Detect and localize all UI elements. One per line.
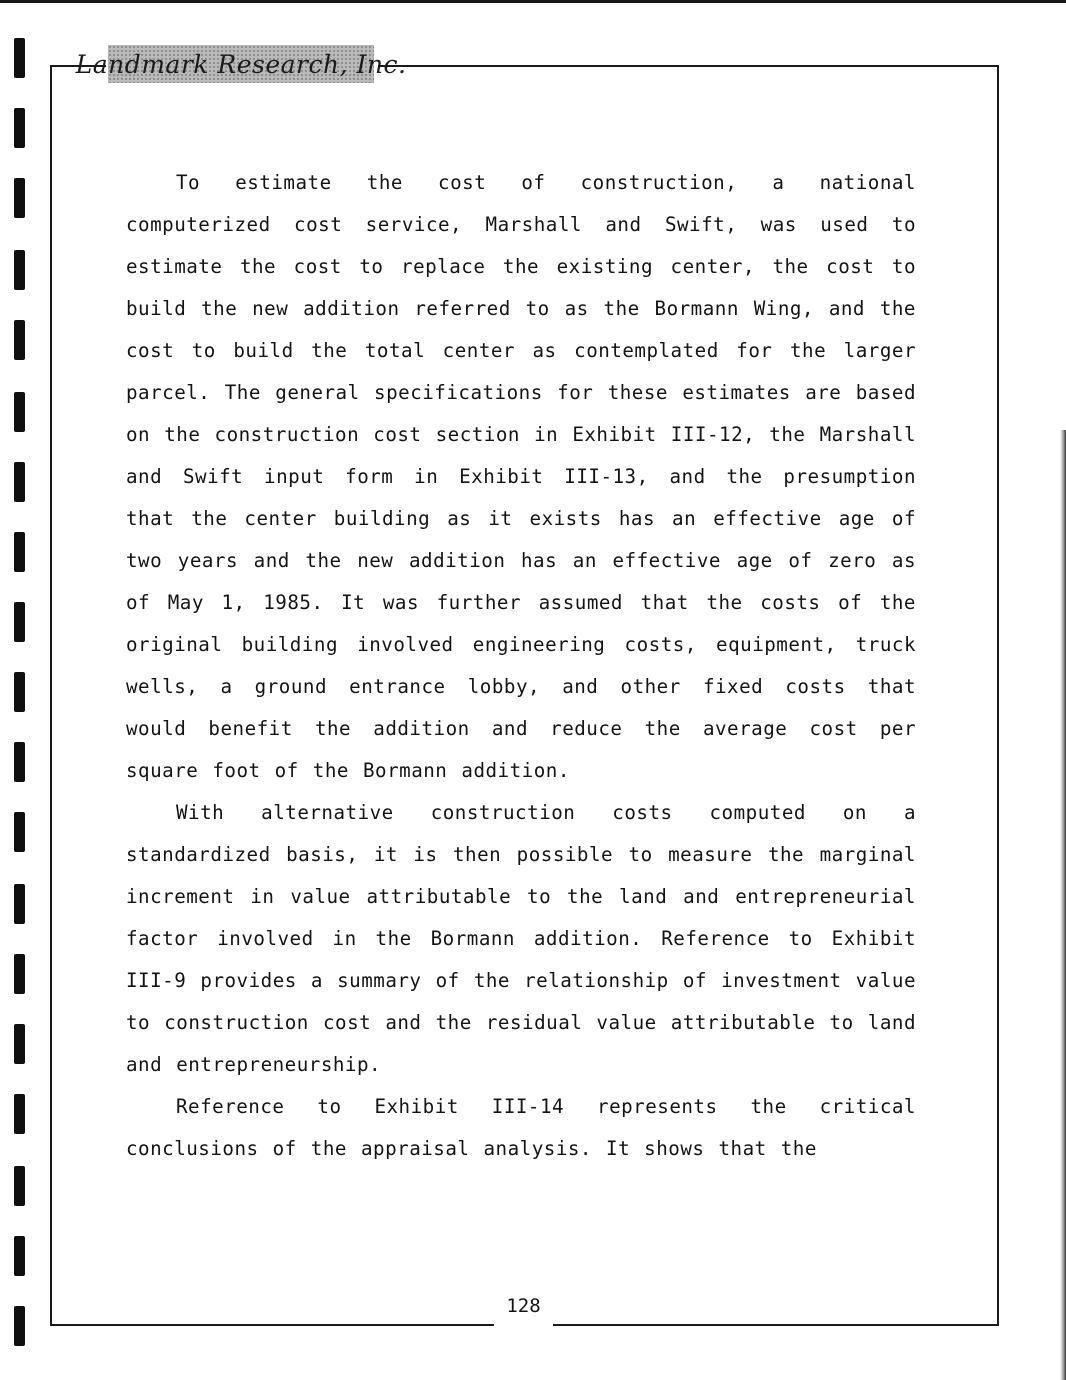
frame-border-bottom xyxy=(553,1324,999,1326)
page-edge-shadow xyxy=(1060,430,1066,1380)
binding-hole xyxy=(14,1306,25,1346)
binding-hole xyxy=(14,812,25,852)
binding-hole xyxy=(14,1024,25,1064)
binding-hole xyxy=(14,1236,25,1276)
binding-hole xyxy=(14,742,25,782)
body-text xyxy=(126,162,916,1170)
logo-text: Landmark Research, Inc. xyxy=(75,49,407,79)
binding-hole xyxy=(14,462,25,502)
binding-hole xyxy=(14,602,25,642)
frame-border-left xyxy=(50,65,52,1326)
frame-border-right xyxy=(997,65,999,1326)
frame-border-top xyxy=(378,65,999,67)
binding-hole xyxy=(14,884,25,924)
binding-hole xyxy=(14,672,25,712)
page-top-edge xyxy=(0,0,1066,3)
company-logo xyxy=(75,45,407,83)
binding-hole xyxy=(14,320,25,360)
paragraph-exhibit-reference: Reference to Exhibit III-14 represents the critical conclusions of the appraisal analysis. It shows that the xyxy=(126,1095,916,1160)
paragraph-alternative-costs: With alternative construction costs computed on a standardized basis, it is then possible to measure the marginal increment in value attributable to the land and entrepreneurial factor involved in the Bormann addition. Reference to Exhibit III-9 provides a summary of the relationship of investment value to construction cost and the residual value attributable to land and entrepreneurship. xyxy=(126,801,916,1076)
binding-hole xyxy=(14,954,25,994)
binding-hole xyxy=(14,38,25,78)
binding-hole xyxy=(14,1166,25,1206)
binding-hole xyxy=(14,532,25,572)
page-number: 128 xyxy=(506,1295,541,1317)
binding-hole xyxy=(14,1094,25,1134)
binding-hole xyxy=(14,392,25,432)
frame-border-bottom xyxy=(50,1324,494,1326)
binding-hole xyxy=(14,108,25,148)
binding-hole xyxy=(14,250,25,290)
paragraph-construction-cost: To estimate the cost of construction, a national computerized cost service, Marshall and Swift, was used to estimate the cost to replace the existing center, the cost to build the new addition referred to as the Bormann Wing, and the cost to build the total center as contemplated for the larger parcel. The general specifications for these estimates are based on the construction cost section in Exhibit III-12, the Marshall and Swift input form in Exhibit III-13, and the presumption that the center building as it exists has an effective age of two years and the new addition has an effective age of zero as of May 1, 1985. It was further assumed that the costs of the original building involved engineering costs, equipment, truck wells, a ground entrance lobby, and other fixed costs that would benefit the addition and reduce the average cost per square foot of the Bormann addition. xyxy=(126,171,916,782)
binding-holes xyxy=(14,0,28,1380)
binding-hole xyxy=(14,178,25,218)
